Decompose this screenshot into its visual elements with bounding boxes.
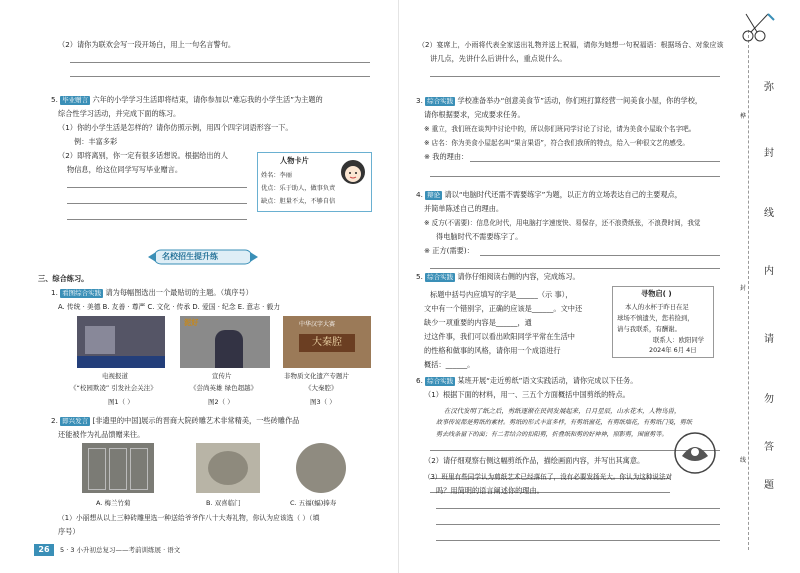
right-text: ※ 店名：你为美食小屋起名叫“果言果语”，符合我们我所的特点，给入一种很文艺的感受。 xyxy=(424,139,690,147)
seal-char: 请 xyxy=(764,334,774,345)
seal-char: 线 xyxy=(764,208,774,219)
card-row: 缺点：胆量不太，不够自信 xyxy=(261,198,336,205)
photo-caption: 《尝尚英雄 绿色超越》 xyxy=(190,384,258,392)
opera-photo: 中华汉字大赛 大秦腔 xyxy=(283,316,371,368)
notice-row: 本人的水杯于昨日在足 xyxy=(625,303,689,311)
question-tag: 辩论 xyxy=(427,191,441,199)
question-1: 1. 看图综合实践 请为每幅图选出一个最贴切的主题。（填序号） xyxy=(51,288,253,297)
notice-row: 联系人：欧阳同学 xyxy=(653,336,705,344)
left-text: （1）你的小学生活是怎样的？请你仿照示例，用四个四字词语形容一下。 xyxy=(58,123,293,132)
question-tag: 即兴发言 xyxy=(62,417,89,425)
section-heading: 三、综合练习。 xyxy=(38,274,89,283)
small-seal-char: 桦 xyxy=(740,113,747,120)
notice-row: 球场不慎遗失，您若捡到， xyxy=(617,314,694,322)
question-tag: 看图综合实践 xyxy=(62,289,102,297)
left-text: （2）即将离别，你一定有很多话想说。根据给出的人 xyxy=(58,151,228,160)
question-tag: 综合实践 xyxy=(427,273,454,281)
material-text: 故事传说都是剪纸的素材。剪纸的形式丰富多样，有剪纸窗花，有剪纸墙花，有剪纸门笺，剪纸 xyxy=(436,419,692,426)
footer-text: 5 · 3 小升初总复习——考前训练展 · 语文 xyxy=(60,546,181,554)
right-text: 概括：______。 xyxy=(424,360,475,369)
left-text: 序号） xyxy=(58,527,80,536)
notice-row: 请与我联系，有酬谢。 xyxy=(617,325,681,333)
answer-line xyxy=(70,62,370,63)
example-text: 例：丰富多彩 xyxy=(74,137,118,146)
question-2: 2. 即兴发言 [非遗里的中国]展示的晋商大院砖雕艺术非常精美，一些砖雕作品 xyxy=(51,416,300,425)
card-title: 人物卡片 xyxy=(280,156,309,165)
answer-line xyxy=(436,540,720,541)
question-6: 6. 综合实践 某班开展“走近剪纸”语文实践活动，请你完成以下任务。 xyxy=(416,376,638,385)
right-text: 得电脑时代不需要练字了。 xyxy=(436,232,523,241)
right-text: 标题中括号内应填写的字是______（示 事）， xyxy=(430,290,573,299)
right-text: ※ 重立，我们班在谈判中讨论中的，所以你们班同学讨论了讨论，请为美食小屋取个名字吧。 xyxy=(424,125,696,133)
photo-caption: 宣传片 xyxy=(212,372,232,380)
right-text: 文中有一个错别字，正确的应该是______。文中还 xyxy=(424,304,583,313)
right-text: （1）根据下面的材料，用一、三五个方面概括中国剪纸的特点。 xyxy=(424,390,630,399)
banner-title: 名校招生提升练 xyxy=(162,252,218,261)
answer-line xyxy=(430,76,720,77)
right-text: 讲几点，先讲什么后讲什么，重点说什么。 xyxy=(430,54,567,63)
left-line-1: （2）请你为联欢会写一段开场白，用上一句名言警句。 xyxy=(58,40,236,49)
material-text: 剪去线条留下的面；有二者结合的扣阳剪，折叠纸和剪的好神神，照影剪，围窗剪等。 xyxy=(436,431,668,438)
girl-avatar-icon xyxy=(338,157,368,189)
answer-line xyxy=(67,219,247,220)
figure-label: 图2（ ） xyxy=(208,398,234,406)
right-text: ※ 我的理由： xyxy=(424,152,469,161)
brick-caption: A. 梅兰竹菊 xyxy=(96,499,131,507)
small-seal-char: 封 xyxy=(740,285,747,292)
lost-notice xyxy=(612,286,714,358)
card-row: 优点：乐于助人，做事负责 xyxy=(261,185,336,192)
seal-char: 题 xyxy=(764,480,774,491)
news-photo xyxy=(77,316,165,368)
page-number: 26 xyxy=(34,544,54,556)
person-card xyxy=(257,152,372,212)
brick-caption: B. 双喜临门 xyxy=(206,499,241,507)
seal-char: 答 xyxy=(764,442,774,453)
question-tag: 毕业赠言 xyxy=(62,96,89,104)
left-text: （1）小丽想从以上三种砖雕里选一种送给爷爷作八十大寿礼物，你认为应该选（ ）（填 xyxy=(58,514,320,522)
seal-char: 内 xyxy=(764,266,774,277)
right-text: 并简单陈述自己的理由。 xyxy=(424,204,504,213)
right-text: 过这件事，我们可以看出欧阳同学平常在生活中 xyxy=(424,332,575,341)
q1-options: A. 传统 · 美德 B. 友善 · 尊严 C. 文化 · 传承 D. 爱国 · 纪念 E. 意志 · 毅力 xyxy=(58,303,281,311)
question-tag: 综合实践 xyxy=(427,377,454,385)
question-3: 3. 综合实践 学校准备举办“创意美食节”活动，你们班打算经营一间美食小屋，你的学校， xyxy=(416,96,703,105)
right-text: ※ 反方(不需要)：信息化时代，用电脑打字速度快、易保存，还不浪费纸张，不浪费时间，我觉 xyxy=(424,219,701,227)
seal-line xyxy=(748,30,749,550)
photo-caption: 电视报道 xyxy=(102,372,128,380)
answer-line xyxy=(70,76,370,77)
answer-line xyxy=(436,524,720,525)
right-text: （2）请仔细观察右侧这幅剪纸作品，描绘画面内容，并写出其寓意。 xyxy=(424,456,645,465)
answer-line xyxy=(430,268,720,269)
right-text: （2）宴席上，小雨将代表全家送出礼物并送上祝福，请你为她想一句祝福语：根据场合、对象应该 xyxy=(418,41,724,49)
brick-carving-photo xyxy=(82,443,154,493)
right-text: 吗？用简明的语言阐述你的理由。 xyxy=(436,486,544,495)
question-4: 4. 辩论 请以“电脑时代还需不需要练字”为题，以正方的立场表达自己的主要观点， xyxy=(416,190,682,199)
answer-line xyxy=(480,255,720,256)
question-5-right: 5. 综合实践 请你仔细阅读右侧的内容，完成练习。 xyxy=(416,272,580,281)
photo-caption: 非物质文化遗产专题片 xyxy=(284,372,349,380)
answer-line xyxy=(430,176,720,177)
left-text: 综合性学习活动，并完成下面的练习。 xyxy=(58,109,181,118)
answer-line xyxy=(67,187,247,188)
brick-carving-photo xyxy=(291,443,351,493)
notice-date: 2024年 6月 4日 xyxy=(649,346,697,354)
right-text: （3）班里有些同学认为剪纸艺术已经落伍了，没有必要发扬光大。你认为这种说法对 xyxy=(424,473,673,481)
right-text: 的性格和做事的风格，请你用一个成语进行 xyxy=(424,346,561,355)
scissors-icon xyxy=(738,10,778,44)
center-fold xyxy=(398,0,399,573)
paper-cut-illustration-icon xyxy=(672,430,718,476)
seal-char: 封 xyxy=(764,148,774,159)
figure-label: 图3（ ） xyxy=(310,398,336,406)
seal-char: 勿 xyxy=(764,394,774,405)
small-seal-char: 线 xyxy=(740,457,747,464)
figure-label: 图1（ ） xyxy=(108,398,134,406)
answer-line xyxy=(436,508,720,509)
right-text: 请你根据要求，完成要求任务。 xyxy=(424,110,525,119)
brick-carving-photo xyxy=(196,443,260,493)
question-5: 5. 毕业赠言 六年的小学学习生活即将结束，请你参加以“难忘我的小学生活”为主题的 xyxy=(51,95,323,104)
right-text: 缺少一项重要的内容是______，通 xyxy=(424,318,532,327)
seal-char: 弥 xyxy=(764,82,774,93)
right-text: ※ 正方(需要)： xyxy=(424,246,474,255)
answer-line xyxy=(470,161,720,162)
material-text: 在汉代发明了纸之后，剪纸逐渐在民间发展起来，日月星辰，山水花木，人物鸟兽， xyxy=(444,407,681,415)
photo-caption: 《大秦腔》 xyxy=(305,384,338,392)
brick-caption: C. 五福(蝠)捧寿 xyxy=(290,499,337,507)
left-text: 还能被作为礼品馈赠来往。 xyxy=(58,430,145,439)
athlete-photo: 泥好 xyxy=(180,316,270,368)
photo-caption: 《“校园欺凌” 引发社会关注》 xyxy=(70,384,157,392)
card-row: 姓名：李丽 xyxy=(261,172,292,179)
left-text: 物信息，给这位同学写写毕业赠言。 xyxy=(67,165,183,174)
notice-title: 寻物启( ) xyxy=(641,289,672,298)
question-tag: 综合实践 xyxy=(427,97,454,105)
answer-line xyxy=(67,203,247,204)
